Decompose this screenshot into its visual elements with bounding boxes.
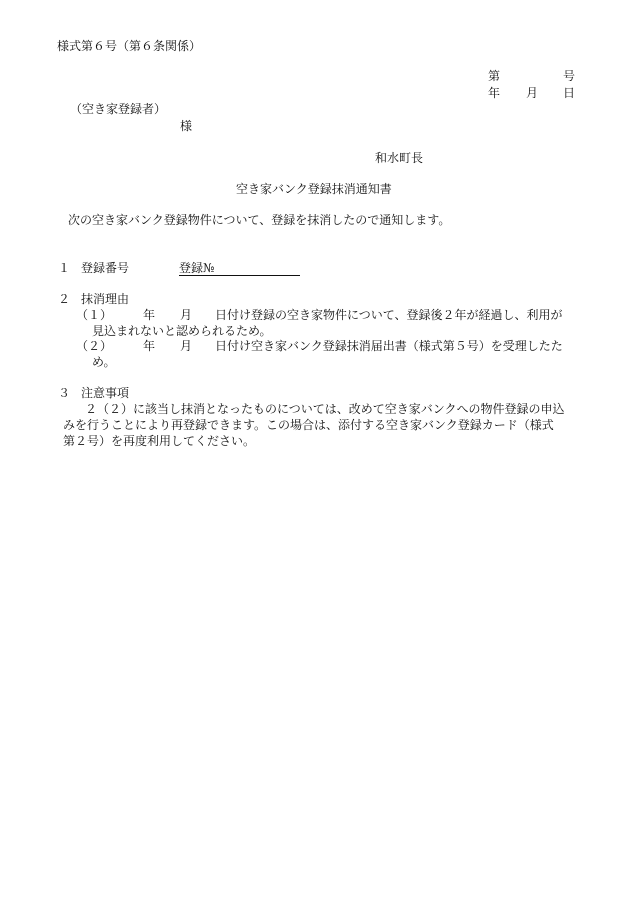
reason2-year: 年 [143,339,156,353]
section1-number: １ [58,261,71,275]
notice-line3: 第２号）を再度利用してください。 [63,434,256,448]
reason2-line2: め。 [92,355,116,369]
form-label: 様式第６号（第６条関係） [57,39,202,53]
reason1-line1: 日付け登録の空き家物件について、登録後２年が経過し、利用が [215,308,563,322]
date-day: 日 [563,86,576,100]
section3-label: 注意事項 [81,386,130,400]
reason2-month: 月 [180,339,193,353]
section3-number: ３ [58,386,71,400]
reason1-month: 月 [180,308,193,322]
section1-label: 登録番号 [81,261,130,275]
recipient-title: （空き家登録者） [70,102,167,116]
notice-line1: ２（２）に該当し抹消となったものについては、改めて空き家バンクへの物件登録の申込 [85,402,565,416]
date-year: 年 [488,86,501,100]
registration-number-label: 登録№ [179,262,300,276]
section2-label: 抹消理由 [81,292,130,306]
notice-line2: みを行うことにより再登録できます。この場合は、添付する空き家バンク登録カード（様式 [63,418,554,432]
doc-number-dai: 第 [488,69,501,83]
intro-text: 次の空き家バンク登録物件について、登録を抹消したので通知します。 [68,213,451,227]
reason1-number: （１） [76,308,113,322]
reason1-year: 年 [143,308,156,322]
reason1-line2: 見込まれないと認められるため。 [92,324,272,338]
reason2-line1: 日付け空き家バンク登録抹消届出書（様式第５号）を受理したた [215,339,563,353]
date-month: 月 [526,86,539,100]
recipient-honorific: 様 [180,119,193,133]
doc-number-go: 号 [563,69,576,83]
document-title: 空き家バンク登録抹消通知書 [236,182,392,196]
issuer: 和水町長 [375,151,424,165]
section2-number: ２ [58,292,71,306]
registration-number-field [179,262,300,276]
reason2-number: （２） [76,339,113,353]
